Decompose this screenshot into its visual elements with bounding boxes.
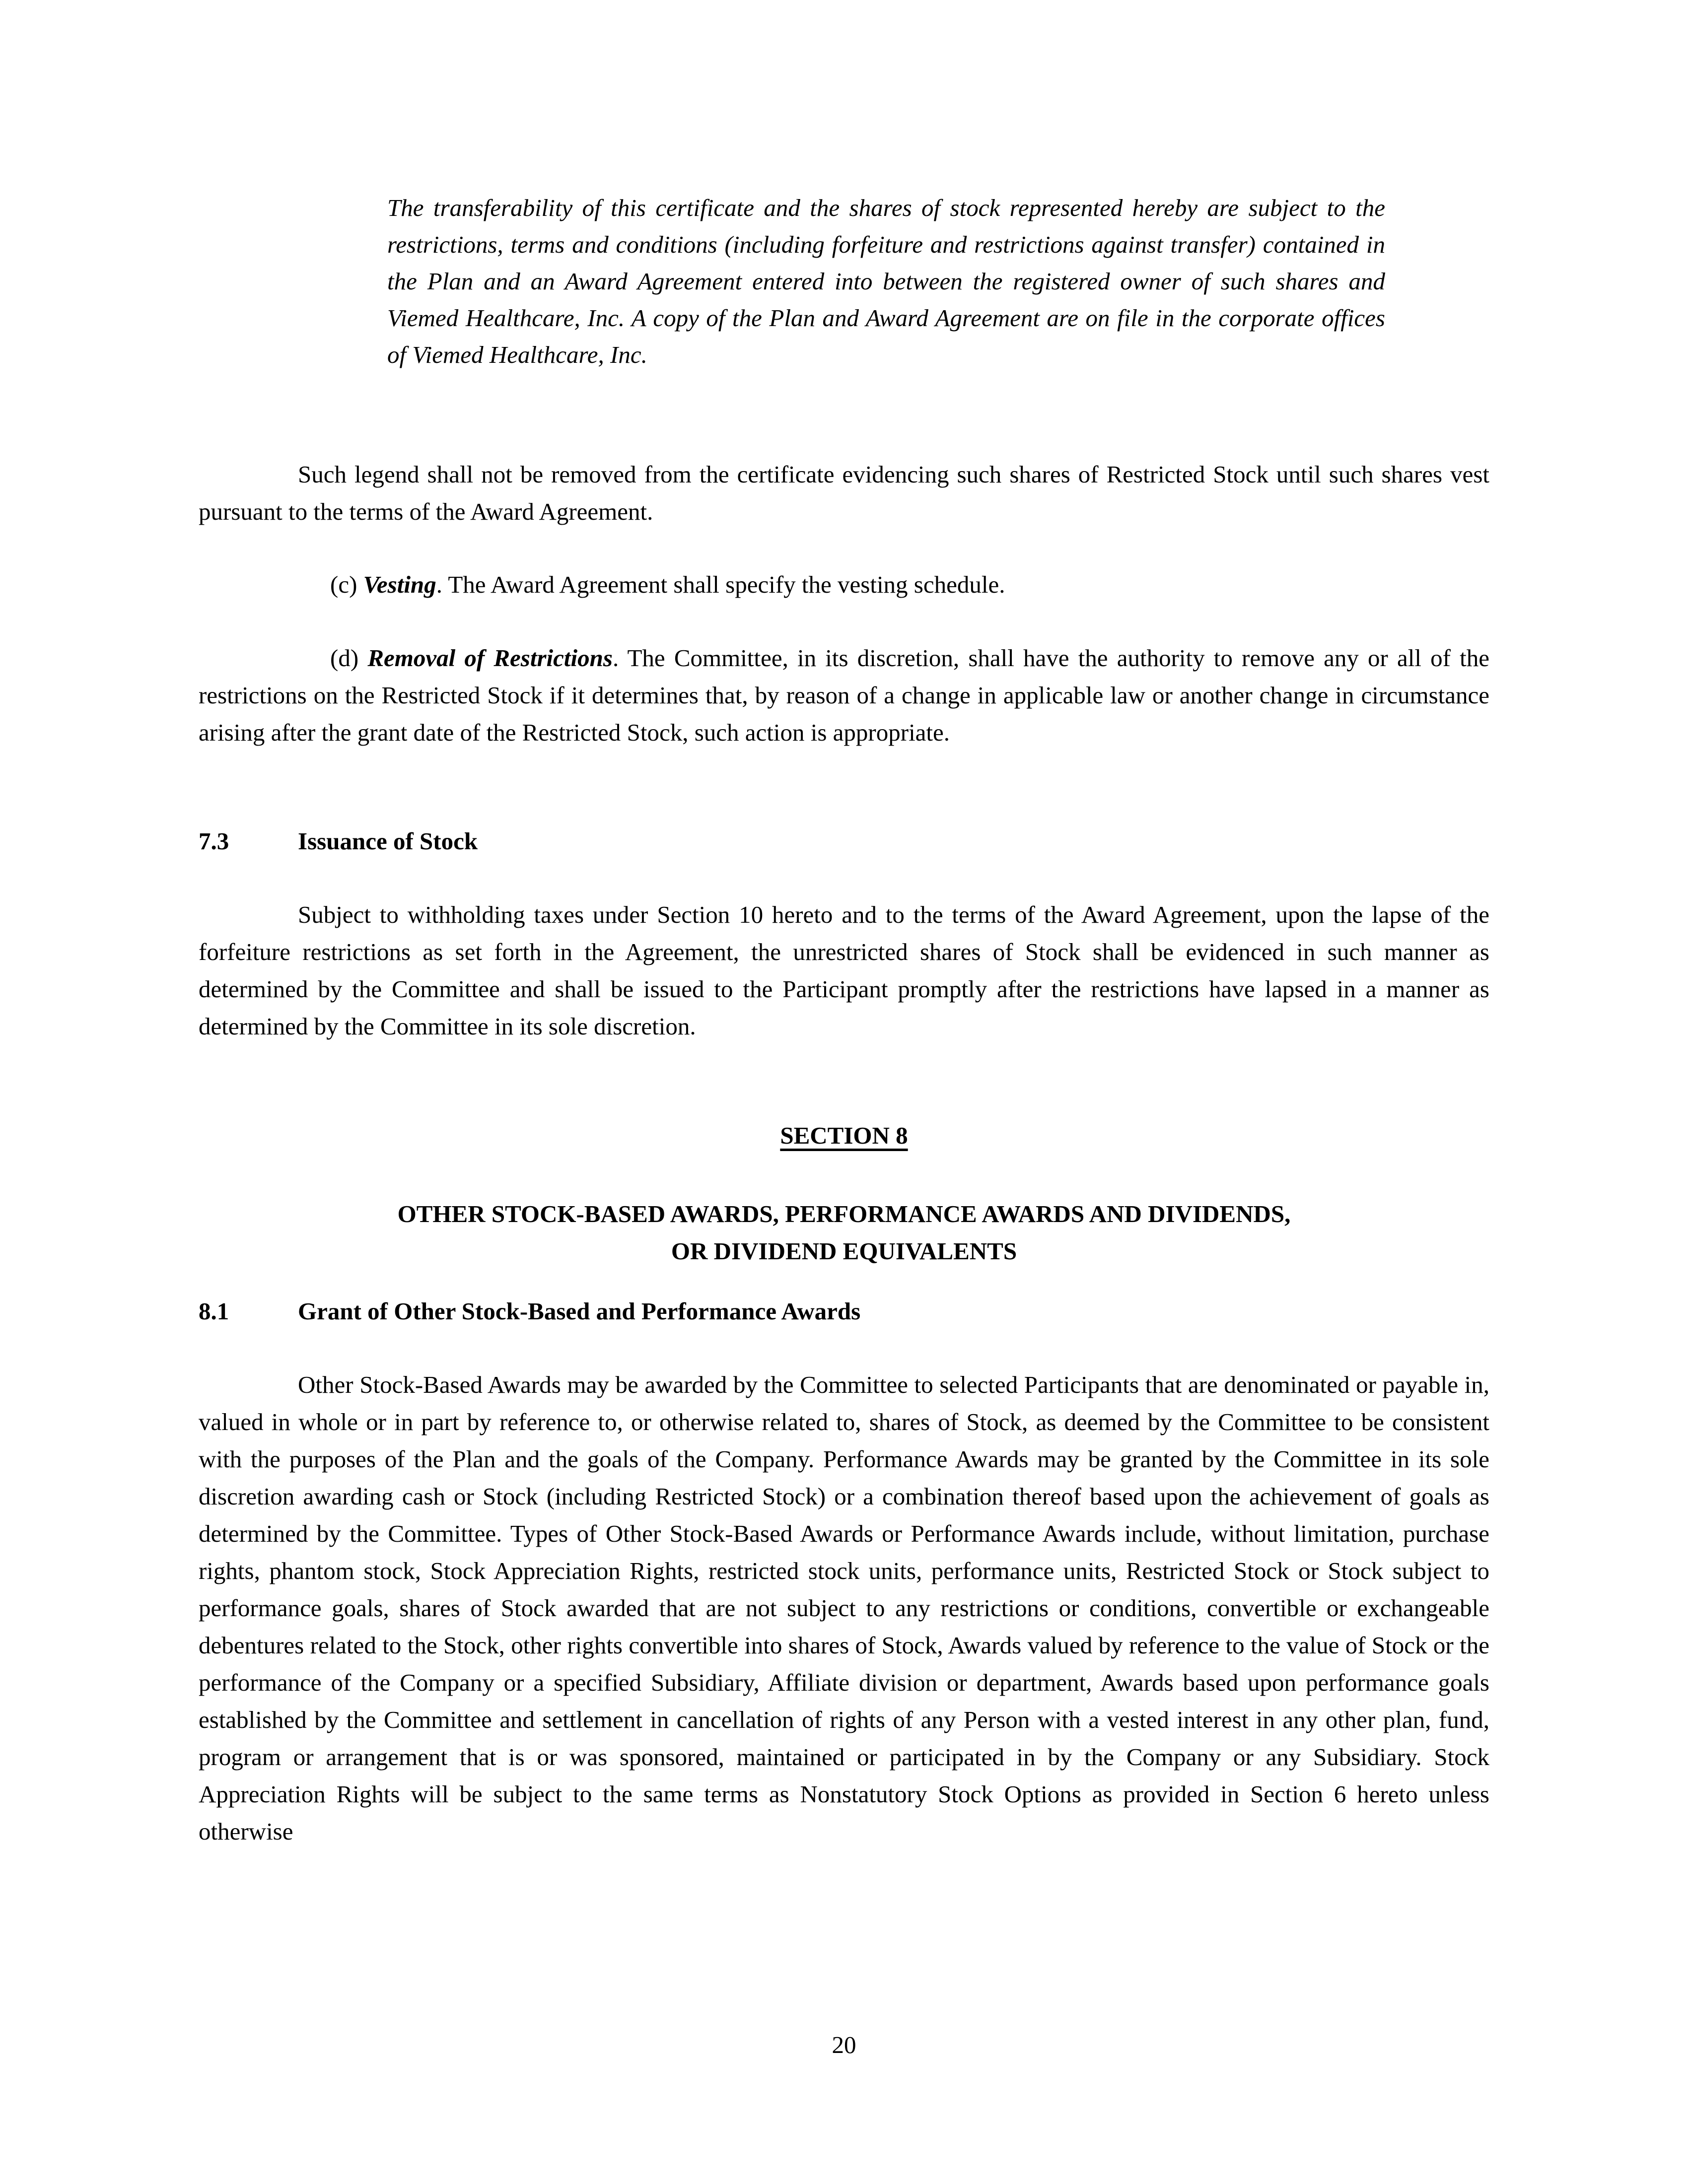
stock-legend-text: The transferability of this certificate and the shares of stock represented hereby are subject to the restrictions, terms and conditions (including forfeiture and restrictions against transfer) contained in the Plan and an Award Agreement entered into between the registered owner of such shares and Viemed Healthcare, Inc. A copy of the Plan and Award Agreement are on file in the corporate offices of Viemed Healthcare, Inc. xyxy=(387,194,1385,368)
clause-d-removal-of-restrictions xyxy=(199,639,1489,751)
grant-of-awards-paragraph: Other Stock-Based Awards may be awarded by the Committee to selected Participants that are denominated or payable in, valued in whole or in part by reference to, or otherwise related to, shares of Stock, as deemed by the Committee to be consistent with the purposes of the Plan and the goals of the Company. Performance Awards may be granted by the Committee in its sole discretion awarding cash or Stock (including Restricted Stock) or a combination thereof based upon the achievement of goals as determined by the Committee. Types of Other Stock-Based Awards or Performance Awards include, without limitation, purchase rights, phantom stock, Stock Appreciation Rights, restricted stock units, performance units, Restricted Stock or Stock subject to performance goals, shares of Stock awarded that are not subject to any restrictions or conditions, convertible or exchangeable debentures related to the Stock, other rights convertible into shares of Stock, Awards valued by reference to the value of Stock or the performance of the Company or a specified Subsidiary, Affiliate division or department, Awards based upon performance goals established by the Committee and settlement in cancellation of rights of any Person with a vested interest in any other plan, fund, program or arrangement that is or was sponsored, maintained or participated in by the Company or any Subsidiary. Stock Appreciation Rights will be subject to the same terms as Nonstatutory Stock Options as provided in Section 6 hereto unless otherwise xyxy=(199,1371,1489,1845)
page-number: 20 xyxy=(832,2031,856,2058)
clause-d-body: . The Committee, in its discretion, shall have the authority to remove any or all of the restrictions on the Restricted Stock if it determines that, by reason of a change in applicable law or another change in circumstance arising after the grant date of the Restricted Stock, such action is appropriate. xyxy=(199,644,1489,746)
clause-c-title: Vesting xyxy=(363,571,436,598)
clause-c-label: (c) xyxy=(330,571,357,598)
heading-8-1-number: 8.1 xyxy=(199,1297,229,1325)
clause-c-vesting xyxy=(199,566,1489,603)
section-8-subtitle-line-1: OTHER STOCK-BASED AWARDS, PERFORMANCE AWARDS AND DIVIDENDS, xyxy=(397,1200,1291,1228)
heading-8-1-title: Grant of Other Stock-Based and Performance Awards xyxy=(298,1297,861,1325)
clause-d-label: (d) xyxy=(330,644,359,672)
section-8-title-text: SECTION 8 xyxy=(780,1122,908,1149)
heading-8-1 xyxy=(199,1297,1489,1326)
clause-d-title: Removal of Restrictions xyxy=(367,644,613,672)
issuance-of-stock-paragraph: Subject to withholding taxes under Section 10 hereto and to the terms of the Award Agreement, upon the lapse of the forfeiture restrictions as set forth in the Agreement, the unrestricted shares of Stock shall be evidenced in such manner as determined by the Committee and shall be issued to the Participant promptly after the restrictions have lapsed in a manner as determined by the Committee in its sole discretion. xyxy=(199,901,1489,1040)
clause-c-body: . The Award Agreement shall specify the vesting schedule. xyxy=(436,571,1005,598)
section-8-subtitle xyxy=(199,1195,1489,1270)
stock-legend-blockquote xyxy=(387,190,1385,373)
heading-7-3 xyxy=(199,826,1489,856)
section-8-title xyxy=(199,1121,1489,1151)
section-8-subtitle-line-2: OR DIVIDEND EQUIVALENTS xyxy=(671,1237,1017,1265)
heading-7-3-number: 7.3 xyxy=(199,827,229,855)
such-legend-paragraph: Such legend shall not be removed from the certificate evidencing such shares of Restricted Stock until such shares vest pursuant to the terms of the Award Agreement. xyxy=(199,461,1489,525)
heading-7-3-title: Issuance of Stock xyxy=(298,827,478,855)
